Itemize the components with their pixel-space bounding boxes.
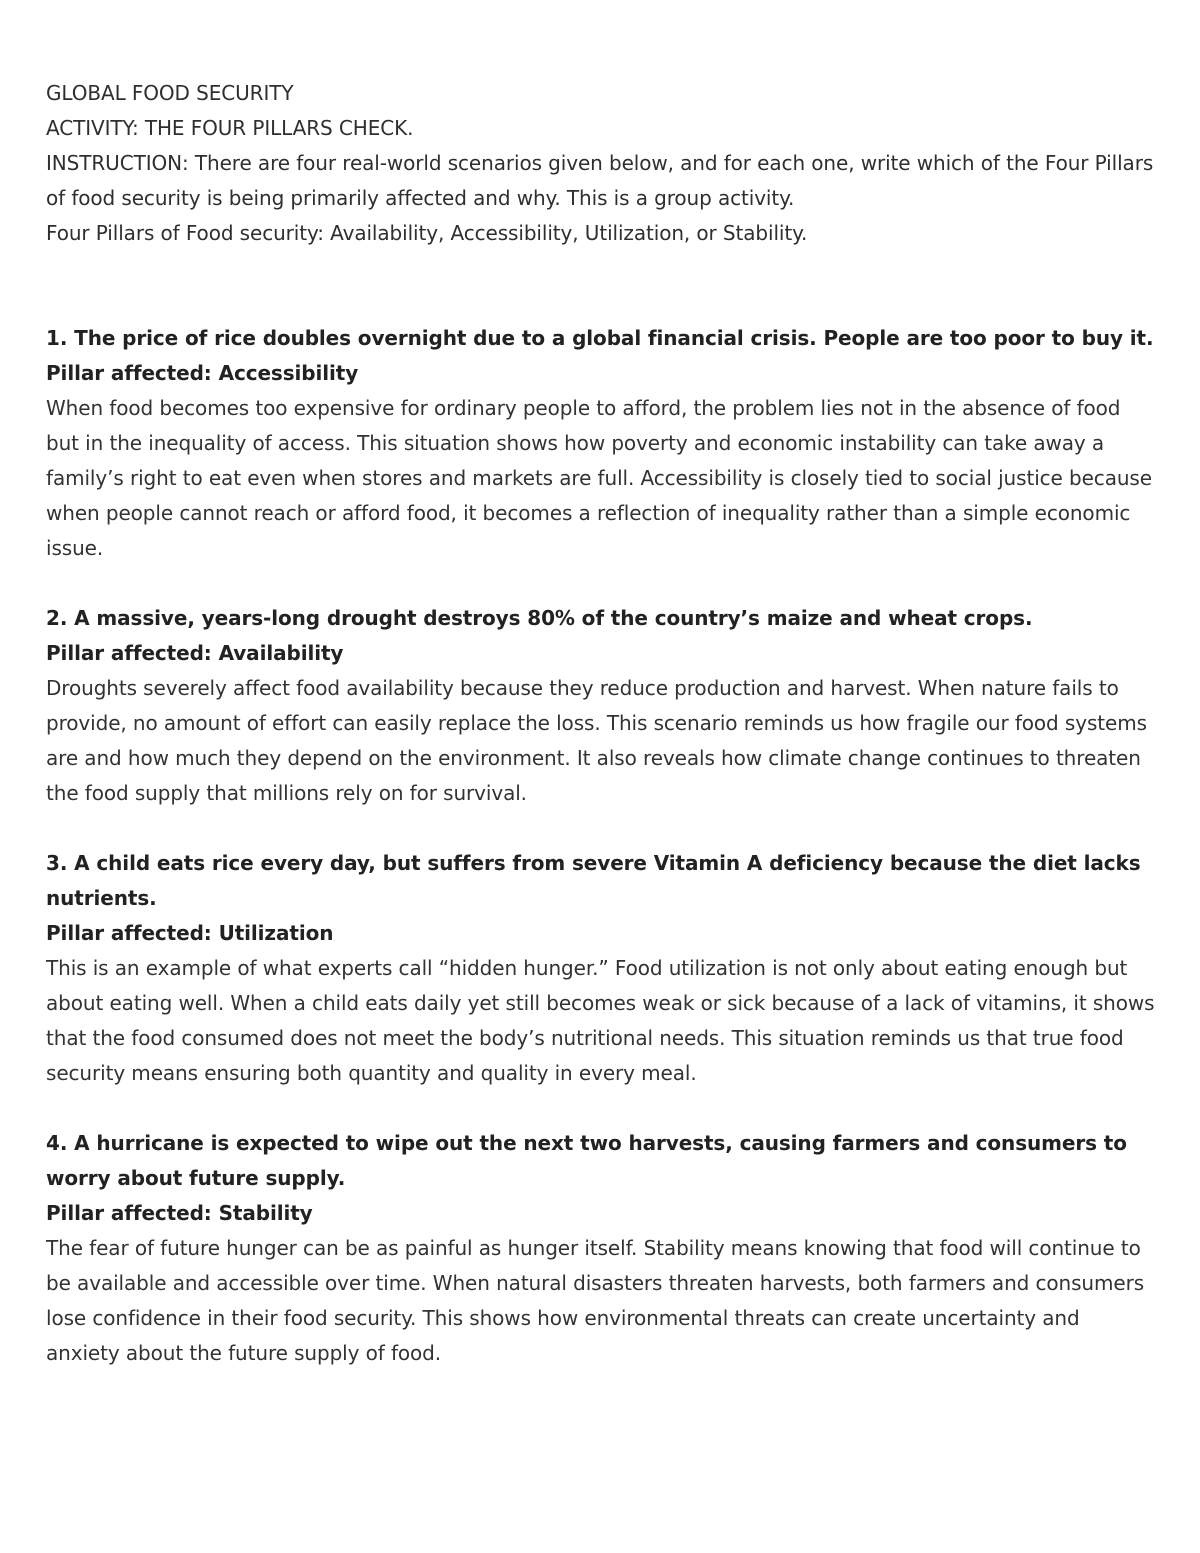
scenario-4 [46, 1126, 1158, 1371]
scenario-question: 4. A hurricane is expected to wipe out the next two harvests, causing farmers and consumers to worry about future supply. [46, 1131, 1127, 1190]
pillar-affected: Pillar affected: Availability [46, 641, 344, 665]
document-header [46, 76, 1158, 251]
instruction-text: INSTRUCTION: There are four real-world scenarios given below, and for each one, write which of the Four Pillars of food security is being primarily affected and why. This is a group activity. [46, 151, 1154, 210]
scenario-1 [46, 321, 1158, 566]
scenario-question: 1. The price of rice doubles overnight due to a global financial crisis. People are too poor to buy it. [46, 326, 1154, 350]
scenario-answer: This is an example of what experts call “hidden hunger.” Food utilization is not only about eating enough but about eating well. When a child eats daily yet still becomes weak or sick because of a lack of vitamins, it shows that the food consumed does not meet the body’s nutritional needs. This situation reminds us that true food security means ensuring both quantity and quality in every meal. [46, 956, 1155, 1085]
scenario-2 [46, 601, 1158, 811]
pillar-affected: Pillar affected: Utilization [46, 921, 334, 945]
scenario-question: 3. A child eats rice every day, but suffers from severe Vitamin A deficiency because the diet lacks nutrients. [46, 851, 1141, 910]
scenario-3 [46, 846, 1158, 1091]
scenario-question: 2. A massive, years-long drought destroys 80% of the country’s maize and wheat crops. [46, 606, 1033, 630]
document-page [46, 76, 1158, 1406]
activity-title: ACTIVITY: THE FOUR PILLARS CHECK. [46, 116, 414, 140]
scenario-answer: When food becomes too expensive for ordinary people to afford, the problem lies not in the absence of food but in the inequality of access. This situation shows how poverty and economic instability can take away a family’s right to eat even when stores and markets are full. Accessibility is closely tied to social justice because when people cannot reach or afford food, it becomes a reflection of inequality rather than a simple economic issue. [46, 396, 1152, 560]
pillars-list: Four Pillars of Food security: Availability, Accessibility, Utilization, or Stability. [46, 221, 808, 245]
pillar-affected: Pillar affected: Accessibility [46, 361, 359, 385]
pillar-affected: Pillar affected: Stability [46, 1201, 313, 1225]
document-title: GLOBAL FOOD SECURITY [46, 81, 294, 105]
scenario-answer: Droughts severely affect food availability because they reduce production and harvest. When nature fails to provide, no amount of effort can easily replace the loss. This scenario reminds us how fragile our food systems are and how much they depend on the environment. It also reveals how climate change continues to threaten the food supply that millions rely on for survival. [46, 676, 1147, 805]
scenario-answer: The fear of future hunger can be as painful as hunger itself. Stability means knowing that food will continue to be available and accessible over time. When natural disasters threaten harvests, both farmers and consumers lose confidence in their food security. This shows how environmental threats can create uncertainty and anxiety about the future supply of food. [46, 1236, 1145, 1365]
